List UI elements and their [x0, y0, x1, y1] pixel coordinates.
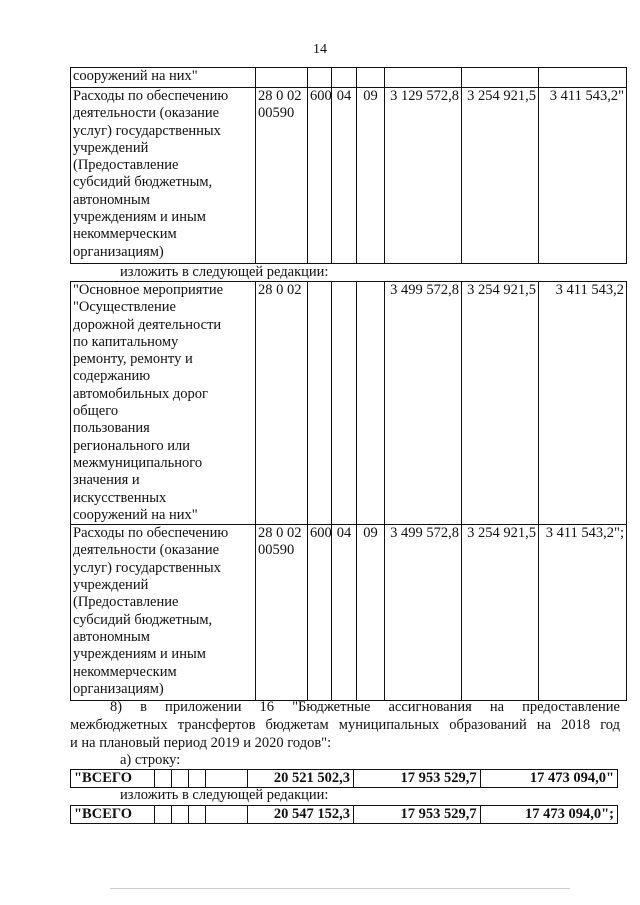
total-value-2019: 17 953 529,7: [353, 770, 480, 788]
total-value-2018: 20 547 152,3: [248, 806, 354, 824]
row-pr: [357, 282, 385, 525]
row-value-2018: [385, 68, 462, 88]
total-value-2019: 17 953 529,7: [353, 806, 480, 824]
row-value-2018: 3 129 572,8: [385, 88, 462, 264]
total-row-new: [70, 805, 618, 824]
row-vr: 600: [308, 525, 332, 701]
total-value-2020: 17 473 094,0": [480, 770, 617, 788]
table-row: [71, 68, 627, 88]
budget-table-new: [70, 281, 627, 701]
row-code: [256, 68, 308, 88]
table-row: [71, 282, 627, 525]
row-pr: 09: [357, 88, 385, 264]
scan-edge-line: [110, 888, 570, 889]
budget-table-old: [70, 67, 627, 264]
row-value-2019: 3 254 921,5: [462, 282, 539, 525]
row-rz: 04: [332, 525, 357, 701]
total-label: "ВСЕГО: [71, 770, 155, 788]
replace-instruction: изложить в следующей редакции:: [120, 787, 329, 803]
row-name: сооружений на них": [71, 68, 256, 88]
row-rz: [332, 68, 357, 88]
row-code: 28 0 02 00590: [256, 88, 308, 264]
row-pr: 09: [357, 525, 385, 701]
table-row: [71, 88, 627, 264]
row-rz: 04: [332, 88, 357, 264]
total-label: "ВСЕГО: [71, 806, 155, 824]
row-pr: [357, 68, 385, 88]
row-value-2019: [462, 68, 539, 88]
table-row: [71, 525, 627, 701]
row-rz: [332, 282, 357, 525]
total-row-old: [70, 769, 618, 788]
row-name: Расходы по обеспечению деятельности (оказание услуг) государственных учреждений (Предоставление субсидий бюджетным, автономным учреждениям и иным некоммерческим организациям): [71, 88, 256, 264]
row-name: Расходы по обеспечению деятельности (оказание услуг) государственных учреждений (Предоставление субсидий бюджетным, автономным учреждениям и иным некоммерческим организациям): [71, 525, 256, 701]
replace-instruction: изложить в следующей редакции:: [120, 264, 329, 280]
paragraph-8-line-2: межбюджетных трансфертов бюджетам муниципальных образований на 2018 год: [70, 717, 620, 733]
row-name: "Основное мероприятие "Осуществление дорожной деятельности по капитальному ремонту, ремонту и содержанию автомобильных дорог общего пользования регионального или межмуниципального значения и искусственных сооружений на них": [71, 282, 256, 525]
row-value-2018: 3 499 572,8: [385, 282, 462, 525]
row-value-2020: 3 411 543,2": [539, 88, 627, 264]
row-value-2019: 3 254 921,5: [462, 525, 539, 701]
row-value-2020: 3 411 543,2: [539, 282, 627, 525]
row-code: 28 0 02 00590: [256, 525, 308, 701]
paragraph-8-line-1: 8) в приложении 16 "Бюджетные ассигнования на предоставление: [110, 699, 620, 715]
row-code: 28 0 02: [256, 282, 308, 525]
row-value-2020: 3 411 543,2";: [539, 525, 627, 701]
total-value-2018: 20 521 502,3: [248, 770, 354, 788]
row-value-2019: 3 254 921,5: [462, 88, 539, 264]
paragraph-8-line-3: и на плановый период 2019 и 2020 годов":: [70, 735, 332, 751]
total-value-2020: 17 473 094,0";: [480, 806, 617, 824]
page-number: 14: [313, 42, 327, 57]
row-vr: [308, 68, 332, 88]
row-value-2018: 3 499 572,8: [385, 525, 462, 701]
row-vr: [308, 282, 332, 525]
row-value-2020: [539, 68, 627, 88]
paragraph-8-subitem-a: а) строку:: [120, 752, 181, 768]
row-vr: 600: [308, 88, 332, 264]
